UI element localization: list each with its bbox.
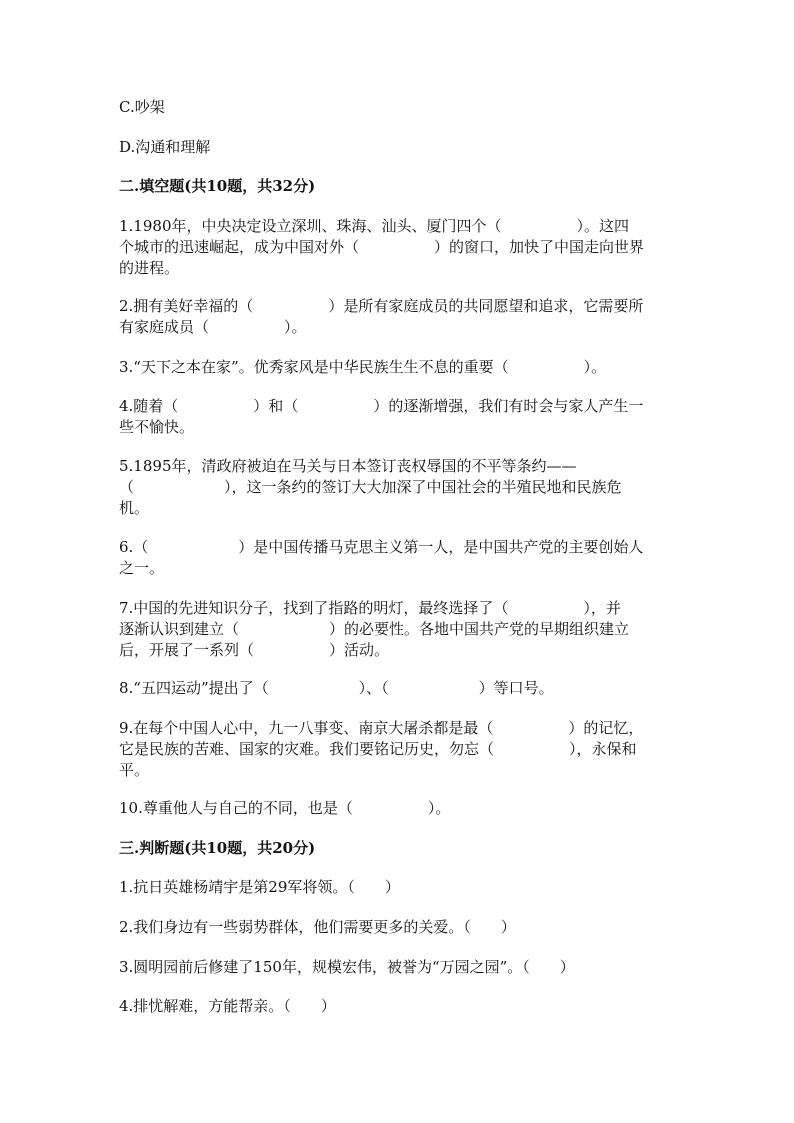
fill-q5-line2: （ ），这一条约的签订大大加深了中国社会的半殖民地和民族危	[119, 478, 622, 496]
fill-q6-line2: 之一。	[119, 559, 165, 577]
judge-q1: 1.抗日英雄杨靖宇是第29军将领。（ ）	[119, 878, 400, 896]
fill-blank-heading: 二.填空题(共10题，共32分)	[119, 177, 316, 195]
option-c: C.吵架	[119, 98, 165, 116]
fill-q1-line3: 的进程。	[119, 259, 180, 277]
fill-q8-line1: 8.“五四运动”提出了（ ）、（ ）等口号。	[119, 679, 554, 697]
fill-q7-line2: 逐渐认识到建立（ ）的必要性。各地中国共产党的早期组织建立	[119, 620, 630, 638]
fill-q2-line1: 2.拥有美好幸福的（ ）是所有家庭成员的共同愿望和追求，它需要所	[119, 297, 644, 315]
fill-q9-line1: 9.在每个中国人心中，九一八事变、南京大屠杀都是最（ ）的记忆，	[119, 719, 644, 737]
fill-q7-line1: 7.中国的先进知识分子，找到了指路的明灯，最终选择了（ ），并	[119, 599, 621, 617]
judge-q4: 4.排忧解难，方能帮亲。（ ）	[119, 997, 336, 1015]
fill-q10-line1: 10.尊重他人与自己的不同，也是（ ）。	[119, 799, 451, 817]
fill-q6-line1: 6.（ ）是中国传播马克思主义第一人，是中国共产党的主要创始人	[119, 538, 644, 556]
fill-q1-line1: 1.1980年，中央决定设立深圳、珠海、汕头、厦门四个（ ）。这四	[119, 217, 629, 235]
fill-q3-line1: 3.“天下之本在家”。优秀家风是中华民族生生不息的重要（ ）。	[119, 358, 607, 376]
fill-q2-line2: 有家庭成员（ ）。	[119, 318, 307, 336]
judge-q3: 3.圆明园前后修建了150年，规模宏伟，被誉为“万园之园”。（ ）	[119, 958, 575, 976]
fill-q5-line1: 5.1895年，清政府被迫在马关与日本签订丧权辱国的不平等条约——	[119, 457, 577, 475]
judge-q2: 2.我们身边有一些弱势群体，他们需要更多的关爱。（ ）	[119, 918, 516, 936]
fill-q7-line3: 后，开展了一系列（ ）活动。	[119, 641, 390, 659]
fill-q5-line3: 机。	[119, 499, 150, 517]
fill-q9-line3: 平。	[119, 761, 150, 779]
fill-q4-line2: 些不愉快。	[119, 418, 195, 436]
fill-q1-line2: 个城市的迅速崛起，成为中国对外（ ）的窗口，加快了中国走向世界	[119, 238, 645, 256]
judge-heading: 三.判断题(共10题，共20分)	[119, 839, 316, 857]
fill-q4-line1: 4.随着（ ）和（ ）的逐渐增强，我们有时会与家人产生一	[119, 397, 644, 415]
fill-q9-line2: 它是民族的苦难、国家的灾难。我们要铭记历史，勿忘（ ），永保和	[119, 740, 637, 758]
option-d: D.沟通和理解	[119, 138, 211, 156]
